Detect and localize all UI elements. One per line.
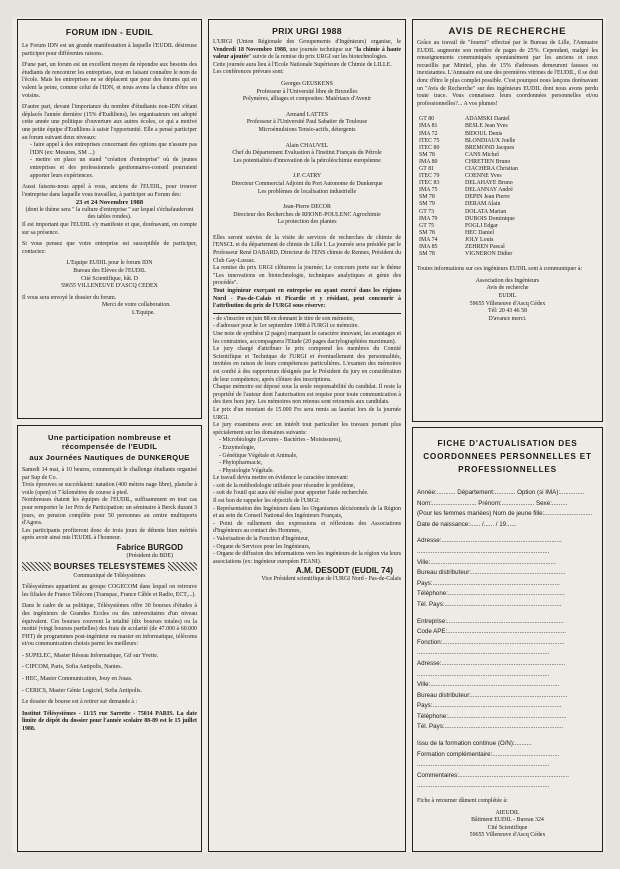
list-item [419, 123, 518, 130]
option-year: GT 73 [419, 208, 435, 215]
option-year: ITEC 83 [419, 180, 440, 187]
urgi-paragraph: Les conférences prévues sont: [213, 69, 284, 76]
form-field[interactable]: ............................................................................. [417, 649, 550, 657]
engineer-name: ZEHREN Pascal [465, 244, 505, 251]
engineer-name: BLONDIAUX Joelle [465, 137, 516, 144]
avis-intro: Grâce au travail de "fourmi" effectué par le Bureau de Lille, l'Annuaire EUDIL augmente son nombre de pages de 25%. Cependant, malgré les renseignements communiqués spontanément par les anciens et ceux recueillis par Minitel, plus de 15% d'adresses demeurent fausses ou inexistantes. L'Annuaire est une des premières vitrines de l'EUDIL, il se doit donc d'être le plus complet possible. C'est pourquoi nous lançons dorénavant un "Avis de Recherche" sur des ingénieurs EUDIL dont nous avons perdu toute trace. Vous connaissez leurs coordonnées personnelles et/ou professionnelles?... A vos plumes! [417, 40, 598, 107]
form-field[interactable]: Ville:......................................................................... [417, 558, 556, 566]
forum-paragraph: Aussi faisons-nous appel à vous, anciens de l'EUDIL, pour trouver l'entreprise dans laquelle vous travaillez, à participer au Forum des: [22, 184, 197, 198]
form-field[interactable]: Téléphone:.................................................................... [417, 590, 565, 598]
form-fields [417, 488, 598, 792]
engineer-name: FOGLI Edgar [465, 222, 498, 229]
forum-thanks: Merci de votre collaboration. [102, 302, 171, 309]
speaker-topic: La protection des plantes [277, 219, 337, 226]
form-field[interactable]: Formation complémentaire:....................................... [417, 750, 560, 758]
urgi-intro: L'URGI (Union Régionale des Groupements d'Ingénieurs) organise, le Vendredi 18 Novembre 1988, une journée technique sur "la chimie à haute valeur ajoutée" suivie de la remise du prix URGI sur les biotechnologies. [213, 39, 401, 61]
urgi-paragraph: Elles seront suivies de la visite de services de recherches de chimie de l'ENSCL et du département de chimie de Lille I. La journée sera présidée par le Professeur René DABARD, Directeur de l'ENS chimie de Rennes, Président du Club Gay-Lussac. [213, 234, 401, 264]
urgi-domain: - Enzymologie, [219, 444, 256, 451]
form-title: FICHE D'ACTUALISATION DES COORDONNEES PERSONNELLES ET PROFESSIONNELLES [423, 439, 592, 474]
forum-address-line: L'Equipe EUDIL pour le forum IDN [66, 260, 153, 267]
engineer-name: JOLY Louis [465, 236, 494, 243]
form-field[interactable]: Pays:........................................................................... [417, 702, 562, 710]
forum-address-line: Cité Scientifique, bât. D [80, 275, 139, 282]
forum-paragraph: Il vous sera envoyé le dossier du forum. [22, 294, 117, 301]
avis-address-line: 59655 Villeneuve d'Ascq Cédex [469, 300, 546, 307]
option-year: ITEC 75 [419, 137, 440, 144]
engineer-name: DELAHAYE Bruno [465, 180, 513, 187]
option-year: IMA 74 [419, 236, 438, 243]
list-item [419, 223, 518, 230]
urgi-rule: - soit de la méthodologie utilisée pour résoudre le problème, [213, 482, 355, 489]
option-year: IMA 72 [419, 130, 438, 137]
bourses-list-item: - SUPELEC, Master Réseau Informatique, Gif sur Yvette. [22, 652, 159, 659]
nautiques-subtitle: aux Journées Nautiques de DUNKERQUE [29, 453, 190, 462]
urgi-rule: - Représentation des Ingénieurs dans les Organismes décisionnels de la Région et au sein du Conseil National des Ingénieurs Français, [213, 505, 401, 520]
urgi-domain: - Phytopharmacie, [219, 460, 263, 467]
list-item [419, 201, 518, 208]
speaker-name: Georges GEUSKENS [281, 80, 333, 87]
form-field[interactable]: Tél. Pays:.................................................................... [417, 600, 562, 608]
bourses-title: BOURSES TELESYSTEMES [53, 561, 166, 571]
avis-outro: Toutes informations sur ces ingénieurs EUDIL sont à communiquer à: [417, 266, 583, 273]
speaker-role: Professeur à l'Université Paul Sabatier de Toulouse [246, 119, 368, 126]
speaker-role: Chef du Département Evaluation à l'Institut Français du Pétrole [232, 150, 382, 157]
nautiques-paragraph: Trois épreuves se succédaient: natation (400 mètres nage libre), planche à voile (open) et 7 kilomètres de course à pied. [22, 482, 197, 496]
avis-address-line: D'avance merci. [488, 315, 527, 322]
forum-paragraph: Si vous pensez que votre entreprise est susceptible de participer, contactez: [22, 241, 197, 255]
option-year: ITEC 80 [419, 144, 440, 151]
list-item [419, 237, 518, 244]
forum-paragraph: D'une part, un forum est un excellent moyen de répondre aux besoins des étudiants de rencontrer les entreprises, tout en faisant connaître le nom de l'école. Mais les entreprises ne se déplacent que pour des forums qui en valent la peine, comme celui de l'IDN, et nous avons la chance d'être ses voisins. [22, 62, 197, 99]
urgi-rule: Chaque mémoire est déposé sous la seule responsabilité du candidat. Il reste la propriété de l'auteur dont l'autorisation est requise pour toute communication à des tiers hors jury. Les mémoires non retenus sont retournés aux candidats. [213, 384, 401, 406]
form-field[interactable]: ............................................................................. [417, 761, 550, 769]
option-year: IMA 75 [419, 187, 438, 194]
option-year: SM 78 [419, 194, 435, 201]
list-item [419, 230, 518, 237]
form-field[interactable]: ............................................................................. [417, 782, 550, 790]
urgi-article [208, 19, 406, 852]
urgi-title: PRIX URGI 1988 [272, 26, 342, 36]
urgi-rule: - Organe de Services pour les Ingénieurs, [213, 543, 311, 550]
urgi-rule: - d'adresser pour le 1er septembre 1988 à l'URGI ce mémoire. [213, 323, 359, 330]
speaker-topic: Les potentialités d'innovation de la pétroléochimie européenne [233, 157, 381, 164]
list-item [419, 173, 518, 180]
forum-title: FORUM IDN - EUDIL [65, 27, 154, 37]
engineer-name: CIACHERA Christian [465, 166, 518, 172]
engineer-name: BREMOND Jacques [465, 144, 515, 151]
engineer-name: COENNE Yves [465, 173, 502, 180]
form-field[interactable]: Bureau distributeur:....................................................... [417, 569, 566, 577]
option-year: IMA 81 [419, 123, 438, 130]
engineer-name: DEPIN Jean Pierre [465, 194, 510, 201]
form-field[interactable]: Issu de la formation continue (O/N):.......... [417, 740, 532, 748]
forum-paragraph: - faire appel à des entreprises concernant des options que n'assure pas l'IDN (ex: Mesures, SM ...) [30, 142, 197, 156]
form-field[interactable]: Ville:........................................................................... [417, 681, 560, 689]
form-field[interactable]: ............................................................................. [417, 670, 550, 678]
option-year: GT 75 [419, 222, 435, 229]
urgi-rule: Le travail devra mettre en évidence le caractère innovant: [213, 475, 349, 482]
form-field[interactable]: Entreprise:.................................................................... [417, 617, 564, 625]
forum-article [17, 19, 202, 419]
urgi-domain: - Physiologie Végétale. [219, 467, 275, 474]
hatch-decoration [22, 562, 51, 571]
urgi-rule: - Point de ralliement des expressions et réflexions des Associations d'Ingénieurs au contact des Hommes, [213, 520, 401, 535]
urgi-paragraph: La remise du prix URGI clôturera la journée; Le concours porte sur le thème "Les innovations en biotechnologie, techniques analytiques et génie des procédés". [213, 265, 401, 287]
hatch-decoration [168, 562, 197, 571]
nautiques-paragraph: Nombreuses étaient les équipes de l'EUDIL, suffisamment en tout cas pour remporter le 1er Prix de Participation: un séminaire à Berck durant 3 jours, en pension complète pour 50 personnes au centre multisports d'Agora. [22, 497, 197, 527]
speaker-topic: Microémulsions Tensio-actifs, détergents [258, 126, 356, 133]
urgi-rule: Le jury examinera avec un intérêt tout particulier les travaux portant plus spécialement sur les domaines suivants: [213, 422, 401, 436]
form-address-line: 59655 Villeneuve d'Ascq Cédex [469, 832, 546, 839]
form-field[interactable]: Adresse:...................................................................... [417, 537, 562, 545]
form-field[interactable]: (Pour les femmes mariées) Nom de jeune fille:............................ [417, 510, 593, 518]
forum-paragraph: D'autre part, devant l'importance du nombre d'étudiants non-IDN s'étant déplacés l'année dernière (15% d'Eudiliens), les organisateurs ont adopté cette année une politique d'ouverture aux autres écoles, ce qui a motivé une petite équipe d'Eudiliens à saisir l'opportunité. Elle a pensé participer au forum suivant deux niveaux: [22, 104, 197, 141]
urgi-rule: Une note de synthèse (2 pages) marquant le caractère innovant, les avantages et les contraintes, accompagnera l'Etude (20 pages dactylographiées maximum). [213, 331, 401, 345]
forum-paragraph: - mettre en place un stand "création d'entreprise" où de jeunes entreprises et des professionnels gestionnaires-conseil pourraient apporter leurs expériences. [30, 157, 197, 179]
bourses-paragraph: Dans le cadre de sa politique, Télésystèmes offre 30 bourses d'études à des ingénieurs de Grandes Ecoles ou des universitaires d'un niveau équivalent. Ces bourses couvrent la totalité (dix bourses totales) ou la moitié (vingt bourses partielles) des frais de scolarité (de 47.000 à 60.000 FHT) de programmes post-ingénieur ou master en informatique, télécoms et/ou communication choisis parmi les meilleurs: [22, 603, 197, 648]
list-item [419, 116, 518, 123]
urgi-rule: Le jury chargé d'attribuer le prix comprend les membres du Comité Scientifique et Technique de l'URGI et éventuellement des personnalités, invitées en raison de leurs compétences particulières. L'examen des mémoires est confié à des rapporteurs désignés par le Président du jury en considération de leur compétence, après clôture des inscriptions. [213, 346, 401, 383]
form-field[interactable]: Pays:.......................................................................... [417, 579, 560, 587]
form-field[interactable]: Commentaires:................................................................ [417, 771, 569, 779]
urgi-signature: A.M. DESODT (EUDIL 74) [295, 566, 393, 576]
nautiques-paragraph: Les participants profiteront donc de trois jours de détente bien mérités après avoir ainsi mis l'EUDIL à l'honneur. [22, 527, 197, 542]
newsletter-page [12, 17, 606, 852]
form-address-line: AIEUDIL [495, 809, 520, 816]
bourses-list-item: - CERICS, Master Génie Logiciel, Sofia Antipolis. [22, 687, 142, 694]
forum-address-line: 59655 VILLENEUVE D'ASCQ CEDEX [61, 283, 158, 290]
speaker-name: J.P. CATRY [292, 173, 322, 180]
engineer-name: DELANNAY André [465, 187, 513, 194]
urgi-rule: Le prix d'un montant de 15.000 Frs sera remis au lauréat lors de la journée URGI. [213, 406, 401, 421]
engineer-name: CHRETIEN Bruno [465, 158, 511, 165]
list-item [419, 187, 518, 194]
urgi-rule: Il est bon de rappeler les objectifs de l'URGI: [213, 498, 320, 505]
missing-engineers-list [419, 116, 518, 258]
list-item [419, 251, 518, 258]
nautiques-title: Une participation nombreuse et récompensée de l'EUDIL [48, 433, 171, 451]
urgi-rule: - Valorisation de la Fonction d'Ingénieur, [213, 536, 310, 543]
form-field[interactable]: Tél. Pays:..................................................................... [417, 723, 564, 731]
speaker-topic: Polymères, alliages et composites: Matériaux d'Avenir [242, 96, 372, 103]
nautiques-paragraph: Samedi 14 mai, à 10 heures, commençait le challenge étudiants organisé par Sup de Co. [22, 467, 197, 481]
form-field[interactable]: Code APE:..................................................................... [417, 628, 566, 636]
bourses-list-item: - HEC, Master Communication, Jouy en Josas. [22, 676, 133, 683]
bourses-list-item: - CIPCOM, Paris, Sofia Antipolis, Nantes. [22, 664, 122, 671]
nautiques-signature: Fabrice BURGOD [116, 542, 183, 552]
option-year: SM 78 [419, 251, 435, 258]
speaker-role: Professeur à l'Université libre de Bruxelles [256, 88, 358, 95]
bourses-contact: Institut Télésystèmes - 11/15 rue Sarrette - 75014 PARIS. La date limite de dépôt du dossier pour l'année scolaire 88-89 est le 15 juillet 1988. [22, 710, 197, 733]
nautiques-bourses-box [17, 425, 202, 852]
bourses-paragraph: Télésystèmes appartient au groupe COGECOM dans lequel on retrouve les filiales de France Télécom (Transpac, France Câble et Radio, ECT,...). [22, 584, 197, 598]
engineer-name: DUBOIS Dominique [465, 215, 515, 222]
engineer-name: CANS Michel [465, 151, 499, 158]
option-year: ITEC 79 [419, 173, 440, 180]
option-year: GT 81 [419, 166, 435, 172]
avis-address-line: Tél: 20 43 46 58 [488, 308, 527, 315]
form-field[interactable]: Fonction:....................................................................... [417, 638, 565, 646]
form-field[interactable]: Téléphone:..................................................................... [417, 712, 567, 720]
list-item [419, 244, 518, 251]
urgi-eligibility: Tout ingénieur exerçant en entreprise ou ayant exercé dans les régions Nord - Pas-de-Calais et Picardie et y résidant, peut concourir à l'attribution du prix de l'URGI sous réserve: [213, 288, 401, 310]
form-address-line: Cité Scientifique [487, 824, 528, 831]
speaker-role: Directeur Commercial Adjoint du Port Autonome de Dunkerque [231, 180, 383, 187]
option-year: IMA 80 [419, 158, 438, 165]
list-item [419, 159, 518, 166]
bourses-banner [22, 562, 197, 571]
form-field[interactable]: ............................................................................. [417, 547, 550, 555]
avis-title: AVIS DE RECHERCHE [448, 26, 567, 37]
list-item [419, 180, 518, 187]
forum-paragraph: Le Forum IDN est un grande manifestation à laquelle l'EUDIL désireuse participer pour différentes raisons. [22, 43, 197, 57]
form-field[interactable]: Année:........... Département:............ Option (si IMA):.............. [417, 489, 585, 496]
avis-address-line: Association des Ingénieurs [475, 277, 540, 284]
list-item [419, 152, 518, 159]
forum-signature: L'Equipe. [132, 310, 155, 316]
bourses-subtitle: Communiqué de Télésystèmes [73, 572, 146, 579]
speaker-name: Jean-Pierre DECOR [283, 204, 331, 211]
forum-dates: 23 et 24 Novembre 1988 [75, 199, 144, 207]
urgi-domain: - Microbiologie (Levures - Bactéries - Moisissures), [219, 437, 342, 444]
urgi-domain: - Génétique Végétale et Animale, [219, 452, 298, 459]
list-item [419, 131, 518, 138]
engineer-name: BIDOUL Denis [465, 130, 503, 137]
nautiques-signature-role: (Président du BDE) [126, 552, 173, 559]
avis-address-line: Avis de recherche [486, 285, 529, 292]
bourses-paragraph: Le dossier de bourse est à retirer sur demande à : [22, 699, 138, 706]
engineer-name: ADAMSKI Daniel [465, 116, 510, 123]
forum-theme: (dont le thème sera " la culture d'entreprise " sur lequel s'échafauderont des tables rondes). [25, 206, 194, 221]
form-field[interactable]: Bureau distributeur:........................................................ [417, 691, 568, 699]
urgi-rule: - Organe de diffusion des informations vers les ingénieurs de la région via leurs associations (ex: ingénieur européen FEANI). [213, 551, 401, 565]
form-return-note: Fiche à retourner dûment complétée à: [417, 798, 508, 805]
option-year: SM 78 [419, 229, 435, 236]
forum-paragraph: Il est important que l'EUDIL s'y manifeste et que, dorénavant, on compte sur sa présence. [22, 222, 197, 236]
urgi-paragraph: Cette journée aura lieu à l'Ecole Nationale Supérieure de Chimie de LILLE. [213, 61, 392, 68]
avis-article [412, 19, 603, 422]
engineer-name: HEC Daniel [465, 229, 494, 236]
engineer-name: BESLE Jean Yves [465, 123, 508, 130]
form-field[interactable]: Adresse:........................................................................ [417, 659, 566, 667]
speaker-role: Directeur des Recherches de RHONE-POULENC Agrochimie [233, 211, 381, 218]
list-item [419, 194, 518, 201]
speaker-name: Armand LATTES [285, 111, 329, 118]
option-year: SM 79 [419, 201, 435, 208]
engineer-name: DOLATA Marian [465, 208, 507, 215]
option-year: SM 78 [419, 151, 435, 158]
list-item [419, 216, 518, 223]
engineer-name: DERAM Alain [465, 201, 501, 208]
engineer-name: VIGNERON Didier [465, 251, 513, 258]
form-field[interactable]: Date de naissance:...... /...... / 19...... [417, 520, 517, 528]
update-form [412, 427, 603, 852]
form-address-line: Bâtiment EUDIL - Bureau 324 [471, 817, 544, 824]
option-year: IMA 85 [419, 244, 438, 251]
list-item [419, 138, 518, 145]
form-field[interactable]: Nom:.......................... Prénom:................... Sexe:......... [417, 499, 568, 507]
avis-address-line: EUDIL [498, 293, 517, 299]
urgi-rule: - de s'inscrire en juin 88 en donnant le titre de son mémoire, [213, 315, 355, 322]
option-year: GT 80 [419, 116, 435, 123]
forum-address-line: Bureau des Elèves de l'EUDIL [73, 268, 146, 275]
urgi-rule: - soit de l'outil qui aura été réalisé pour apporter l'aide recherchée. [213, 490, 369, 497]
list-item [419, 145, 518, 152]
list-item [419, 209, 518, 216]
list-item [419, 166, 518, 173]
speaker-topic: Les problèmes de localisation industrielle [257, 188, 357, 195]
option-year: IMA 79 [419, 215, 438, 222]
divider [213, 313, 401, 314]
urgi-signature-role: Vice Président scientifique de l'URGI Nord - Pas-de-Calais [261, 576, 401, 583]
speaker-name: Alain CHAUVEL [285, 142, 329, 149]
